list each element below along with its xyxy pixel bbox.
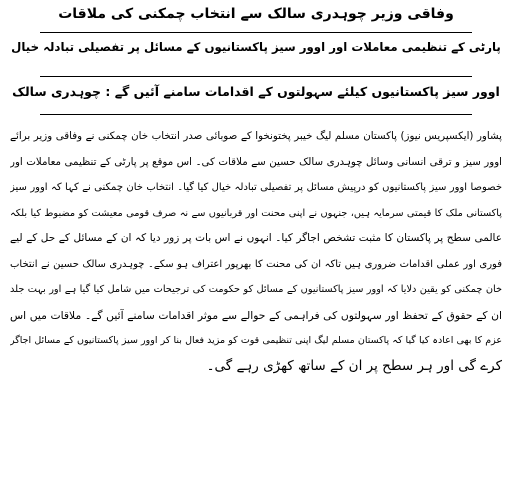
headline-divider — [40, 32, 472, 33]
body-line: عالمی سطح پر پاکستان کا مثبت تشخص اجاگر کیا۔ انہوں نے اس بات پر زور دیا کہ ان کے مسائل کے حل کے لیے — [10, 232, 502, 244]
body-line: خان چمکنی کو یقین دلایا کہ اوور سیز پاکستانیوں کے مسائل کو حکومت کی ترجیحات میں شامل کیا گیا ہے اور بہت جلد — [10, 284, 502, 295]
body-line: پاکستانی ملک کا قیمتی سرمایہ ہیں، جنہوں نے اپنی محنت اور قربانیوں سے نہ صرف قومی معیشت کو مضبوط کیا بلکہ — [10, 207, 502, 219]
body-line: ان کے حقوق کے تحفظ اور سہولتوں کی فراہمی کے حوالے سے موثر اقدامات سامنے آئیں گے۔ ملاقات میں اس — [10, 308, 502, 322]
article-body — [10, 124, 502, 379]
headline-divider — [40, 114, 472, 115]
body-line: پشاور (ایکسپریس نیوز) پاکستان مسلم لیگ خیبر پختونخوا کے صوبائی صدر انتخاب خان چمکنی نے وفاقی وزیر برائے — [10, 130, 502, 142]
body-line: عزم کا بھی اعادہ کیا گیا کہ پاکستان مسلم لیگ اپنی تنظیمی قوت کو مزید فعال بنا کر اوور سیز پاکستانیوں کے مسائل اجاگر — [10, 335, 502, 346]
body-line: فوری اور عملی اقدامات ضروری ہیں تاکہ ان کی محنت کا بھرپور اعتراف ہو سکے۔ چوہدری سالک حسین نے انتخاب — [10, 258, 502, 270]
headline-sub-2: اوور سیز پاکستانیوں کیلئے سہولتوں کے اقدامات سامنے آئیں گے : چوہدری سالک — [12, 84, 500, 99]
body-line: خصوصا اوور سیز پاکستانیوں کو درپیش مسائل پر تفصیلی تبادلہ خیال کیا گیا۔ انتخاب خان چمکنی نے کہا کہ اوور سیز — [10, 182, 502, 193]
headline-sub-1: پارٹی کے تنظیمی معاملات اور اوور سیز پاکستانیوں کے مسائل پر تفصیلی تبادلہ خیال — [11, 40, 501, 54]
body-line: کرے گی اور ہر سطح پر ان کے ساتھ کھڑی رہے گی۔ — [206, 357, 502, 374]
headline-main: وفاقی وزیر چوہدری سالک سے انتخاب چمکنی کی ملاقات — [58, 6, 454, 22]
body-line: اوور سیز و ترقی انسانی وسائل چوہدری سالک حسین سے ملاقات کی۔ اس موقع پر پارٹی کے تنظیمی معاملات اور — [10, 155, 502, 168]
headline-divider — [40, 76, 472, 77]
